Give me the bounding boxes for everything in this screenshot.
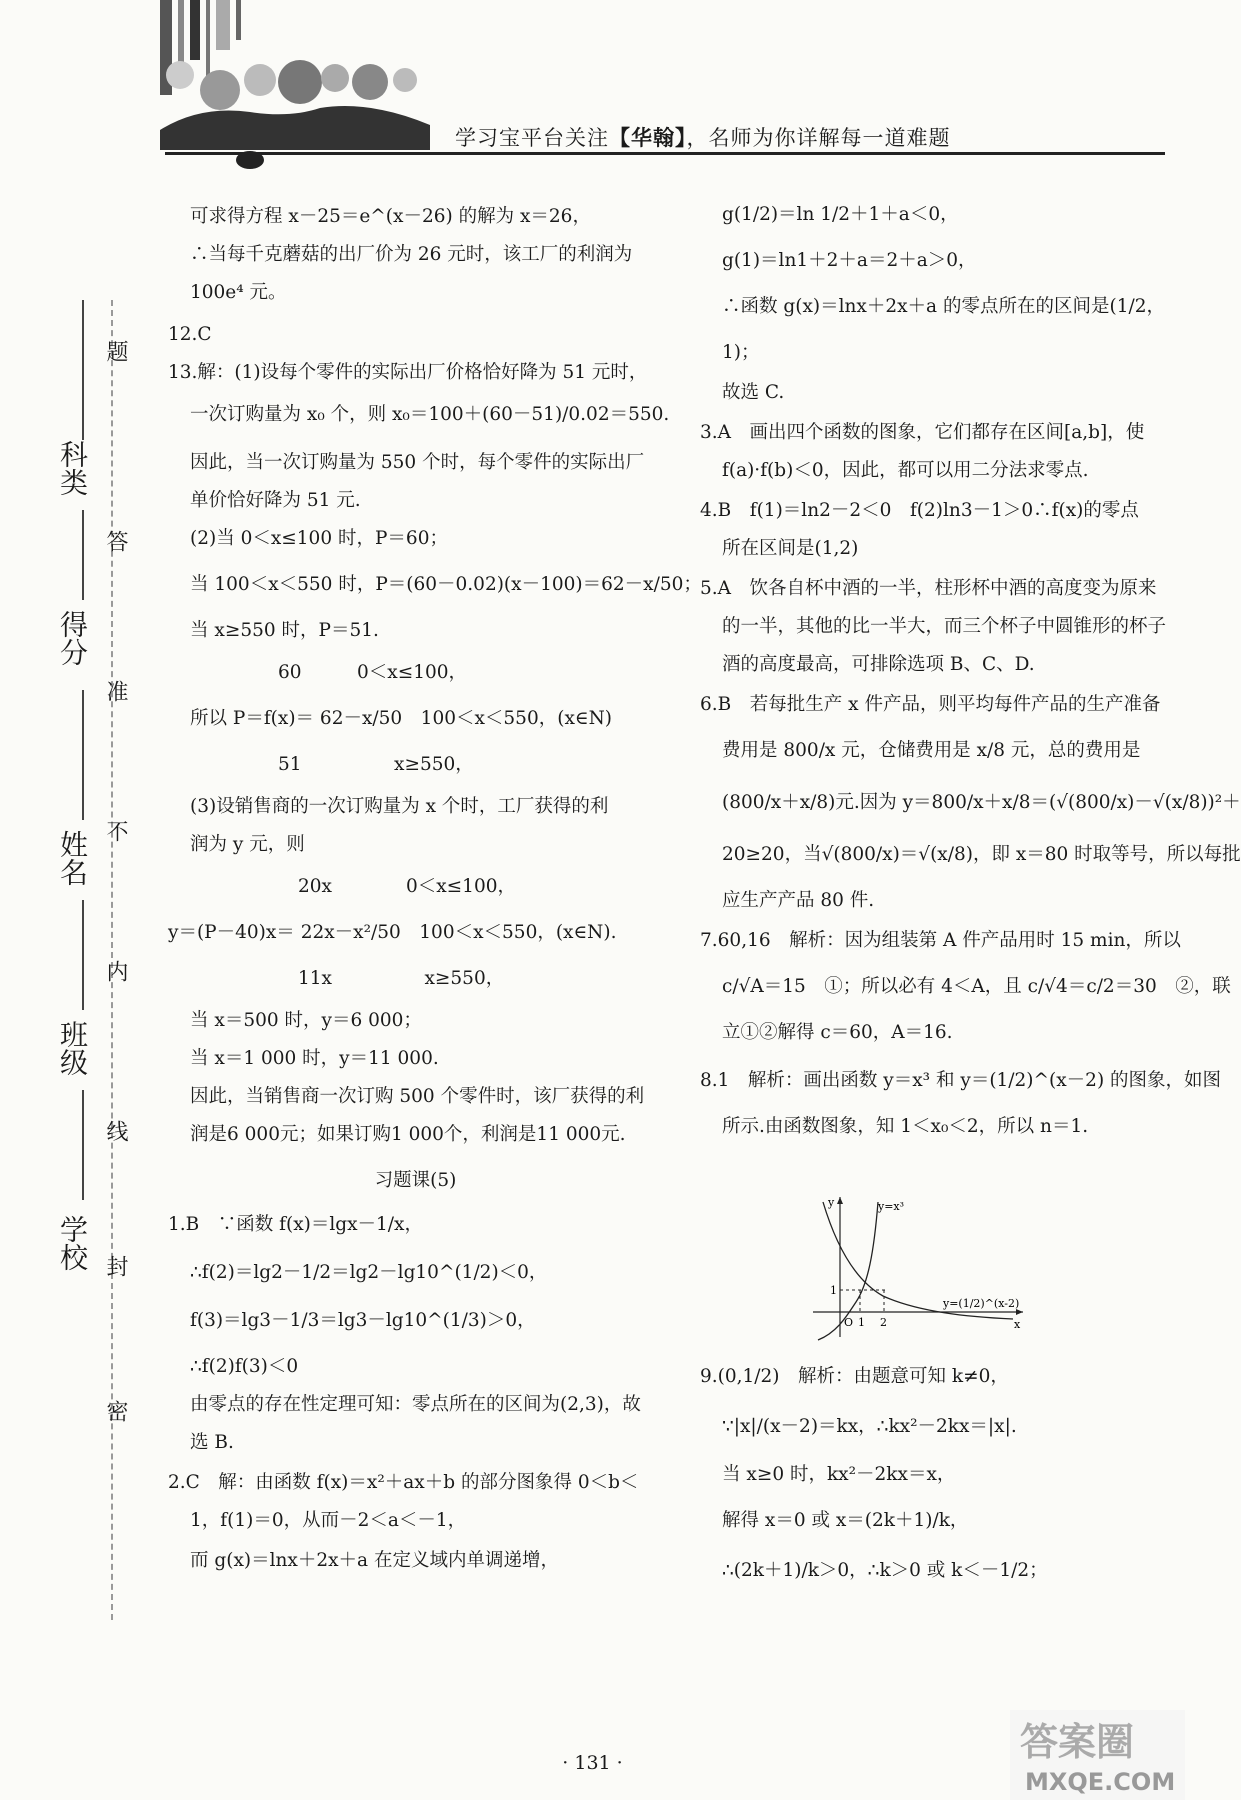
seal-char: 线 (103, 1120, 128, 1142)
tick-x2: 2 (880, 1316, 887, 1329)
seal-char: 内 (103, 960, 128, 982)
text-line: 而 g(x)＝lnx＋2x＋a 在定义域内单调递增， (190, 1550, 559, 1571)
text-line: 润是6 000元；如果订购1 000个，利润是11 000元. (190, 1124, 626, 1145)
watermark-logo-icon (1010, 1710, 1185, 1800)
text-line: 所在区间是(1,2) (722, 538, 859, 559)
text-line: 12.C (168, 324, 212, 345)
margin-line-school (82, 1090, 84, 1200)
text-line: 因此，当销售商一次订购 500 个零件时，该厂获得的利 (190, 1086, 645, 1107)
text-line: f(a)·f(b)＜0，因此，都可以用二分法求零点. (722, 460, 1089, 481)
text-line: 立①②解得 c＝60，A＝16. (722, 1022, 953, 1043)
text-line: 当 x＝1 000 时，y＝11 000. (190, 1048, 439, 1069)
text-line: 100e⁴ 元。 (190, 282, 287, 303)
text-line: 4.B f(1)＝ln2－2＜0 f(2)ln3－1＞0∴f(x)的零点 (700, 500, 1139, 521)
margin-line-name (82, 690, 84, 820)
tick-x1: 1 (858, 1316, 865, 1329)
section-title: 习题课(5) (374, 1170, 457, 1191)
text-line: 可求得方程 x－25＝e^(x－26) 的解为 x＝26， (190, 206, 591, 227)
seal-char: 封 (103, 1255, 128, 1277)
text-line: 1)； (722, 342, 760, 363)
text-line: 6.B 若每批生产 x 件产品，则平均每件产品的生产准备 (700, 694, 1161, 715)
text-line: 20x 0＜x≤100， (298, 876, 516, 897)
text-line: 的一半，其他的比一半大，而三个杯子中圆锥形的杯子 (722, 616, 1167, 637)
text-line: ∴f(2)＝lg2－1/2＝lg2－lg10^(1/2)＜0， (190, 1262, 548, 1283)
tick-origin: O (844, 1316, 854, 1329)
text-line: ∴f(2)f(3)＜0 (190, 1356, 299, 1377)
function-graph (808, 1192, 1028, 1342)
text-line: 酒的高度最高，可排除选项 B、C、D. (722, 654, 1035, 675)
text-line: ∴(2k＋1)/k＞0，∴k＞0 或 k＜－1/2； (722, 1560, 1048, 1581)
text-line: 润为 y 元，则 (190, 834, 305, 855)
text-line: 1，f(1)＝0，从而－2＜a＜－1， (190, 1510, 467, 1531)
axis-label-y: y (828, 1196, 835, 1209)
text-line: 选 B. (190, 1432, 234, 1453)
text-line: 单价恰好降为 51 元. (190, 490, 361, 511)
text-line: 8.1 解析：画出函数 y＝x³ 和 y＝(1/2)^(x－2) 的图象，如图 (700, 1070, 1222, 1091)
svg-text:答案圈: 答案圈 (1020, 1720, 1135, 1764)
text-line: 当 x＝500 时，y＝6 000； (190, 1010, 422, 1031)
text-line: ∴当每千克蘑菇的出厂价为 26 元时，该工厂的利润为 (190, 244, 633, 265)
text-line: 因此，当一次订购量为 550 个时，每个零件的实际出厂 (190, 452, 645, 473)
y-axis-arrow-icon (837, 1197, 843, 1204)
label-exponential: y=(1/2)^(x-2) (943, 1297, 1020, 1310)
margin-line-score (82, 510, 84, 600)
text-line: 13.解：(1)设每个零件的实际出厂价格恰好降为 51 元时， (168, 362, 648, 383)
text-line: g(1/2)＝ln 1/2＋1＋a＜0， (722, 204, 959, 225)
text-line: c/√A＝15 ①；所以必有 4＜A，且 c/√4＝c/2＝30 ②，联 (722, 976, 1231, 997)
tick-y1: 1 (830, 1284, 837, 1297)
margin-label-name: 姓名 (56, 830, 89, 886)
seal-char: 密 (103, 1400, 128, 1422)
text-line: 60 0＜x≤100， (278, 662, 468, 683)
text-line: 当 100＜x＜550 时，P＝(60－0.02)(x－100)＝62－x/50； (190, 574, 702, 595)
margin-label-subject: 科类 (56, 440, 89, 496)
text-line: 3.A 画出四个函数的图象，它们都存在区间[a,b]，使 (700, 422, 1145, 443)
text-line: 7.60,16 解析：因为组装第 A 件产品用时 15 min，所以 (700, 930, 1181, 951)
text-line: 一次订购量为 x₀ 个，则 x₀＝100＋(60－51)/0.02＝550. (190, 404, 670, 425)
text-line: 5.A 饮各自杯中酒的一半，柱形杯中酒的高度变为原来 (700, 578, 1157, 599)
margin-label-score: 得分 (56, 610, 89, 666)
axis-label-x: x (1014, 1318, 1021, 1331)
seal-char: 题 (103, 340, 128, 362)
text-line: g(1)＝ln1＋2＋a＝2＋a＞0， (722, 250, 977, 271)
text-line: 20≥20，当√(800/x)＝√(x/8)，即 x＝80 时取等号，所以每批 (722, 844, 1241, 865)
text-line: 故选 C. (722, 382, 785, 403)
seal-char: 准 (103, 680, 128, 702)
seal-char: 不 (103, 820, 128, 842)
text-line: (3)设销售商的一次订购量为 x 个时，工厂获得的利 (190, 796, 609, 817)
header-promo: 学习宝平台关注【华翰】，名师为你详解每一道难题 (455, 126, 951, 150)
text-line: (2)当 0＜x≤100 时，P＝60； (190, 528, 448, 549)
header-rule (165, 152, 1165, 155)
margin-label-school: 学校 (56, 1215, 89, 1271)
text-line: 11x x≥550， (298, 968, 505, 989)
margin-line-class (82, 900, 84, 1010)
svg-text:MXQE.COM: MXQE.COM (1025, 1768, 1176, 1796)
text-line: 应生产产品 80 件. (722, 890, 875, 911)
seal-char: 答 (103, 530, 128, 552)
text-line: 9.(0,1/2) 解析：由题意可知 k≠0， (700, 1366, 1009, 1387)
margin-line-subject (82, 300, 84, 440)
text-line: 当 x≥550 时，P＝51. (190, 620, 379, 641)
text-line: y＝(P－40)x＝ 22x－x²/50 100＜x＜550，(x∈N). (168, 922, 617, 943)
text-line: f(3)＝lg3－1/3＝lg3－lg10^(1/3)＞0， (190, 1310, 536, 1331)
text-line: 所示.由函数图象，知 1＜x₀＜2，所以 n＝1. (722, 1116, 1089, 1137)
label-cubic: y=x³ (878, 1200, 905, 1213)
text-line: 所以 P＝f(x)＝ 62－x/50 100＜x＜550，(x∈N) (190, 708, 612, 729)
text-line: ∵|x|/(x－2)＝kx，∴kx²－2kx＝|x|. (722, 1416, 1017, 1437)
text-line: 1.B ∵函数 f(x)＝lgx－1/x， (168, 1214, 423, 1235)
text-line: 解得 x＝0 或 x＝(2k＋1)/k， (722, 1510, 969, 1531)
text-line: (800/x＋x/8)元.因为 y＝800/x＋x/8＝(√(800/x)－√(x/8))²＋ (722, 792, 1241, 813)
text-line: 2.C 解：由函数 f(x)＝x²＋ax＋b 的部分图象得 0＜b＜ (168, 1472, 639, 1493)
text-line: 51 x≥550， (278, 754, 474, 775)
page-number: · 131 · (562, 1752, 623, 1774)
text-line: ∴函数 g(x)＝lnx＋2x＋a 的零点所在的区间是(1/2， (722, 296, 1165, 317)
text-line: 由零点的存在性定理可知：零点所在的区间为(2,3)，故 (190, 1394, 641, 1415)
text-line: 当 x≥0 时，kx²－2kx＝x， (722, 1464, 956, 1485)
margin-label-class: 班级 (56, 1020, 89, 1076)
text-line: 费用是 800/x 元，仓储费用是 x/8 元，总的费用是 (722, 740, 1141, 761)
